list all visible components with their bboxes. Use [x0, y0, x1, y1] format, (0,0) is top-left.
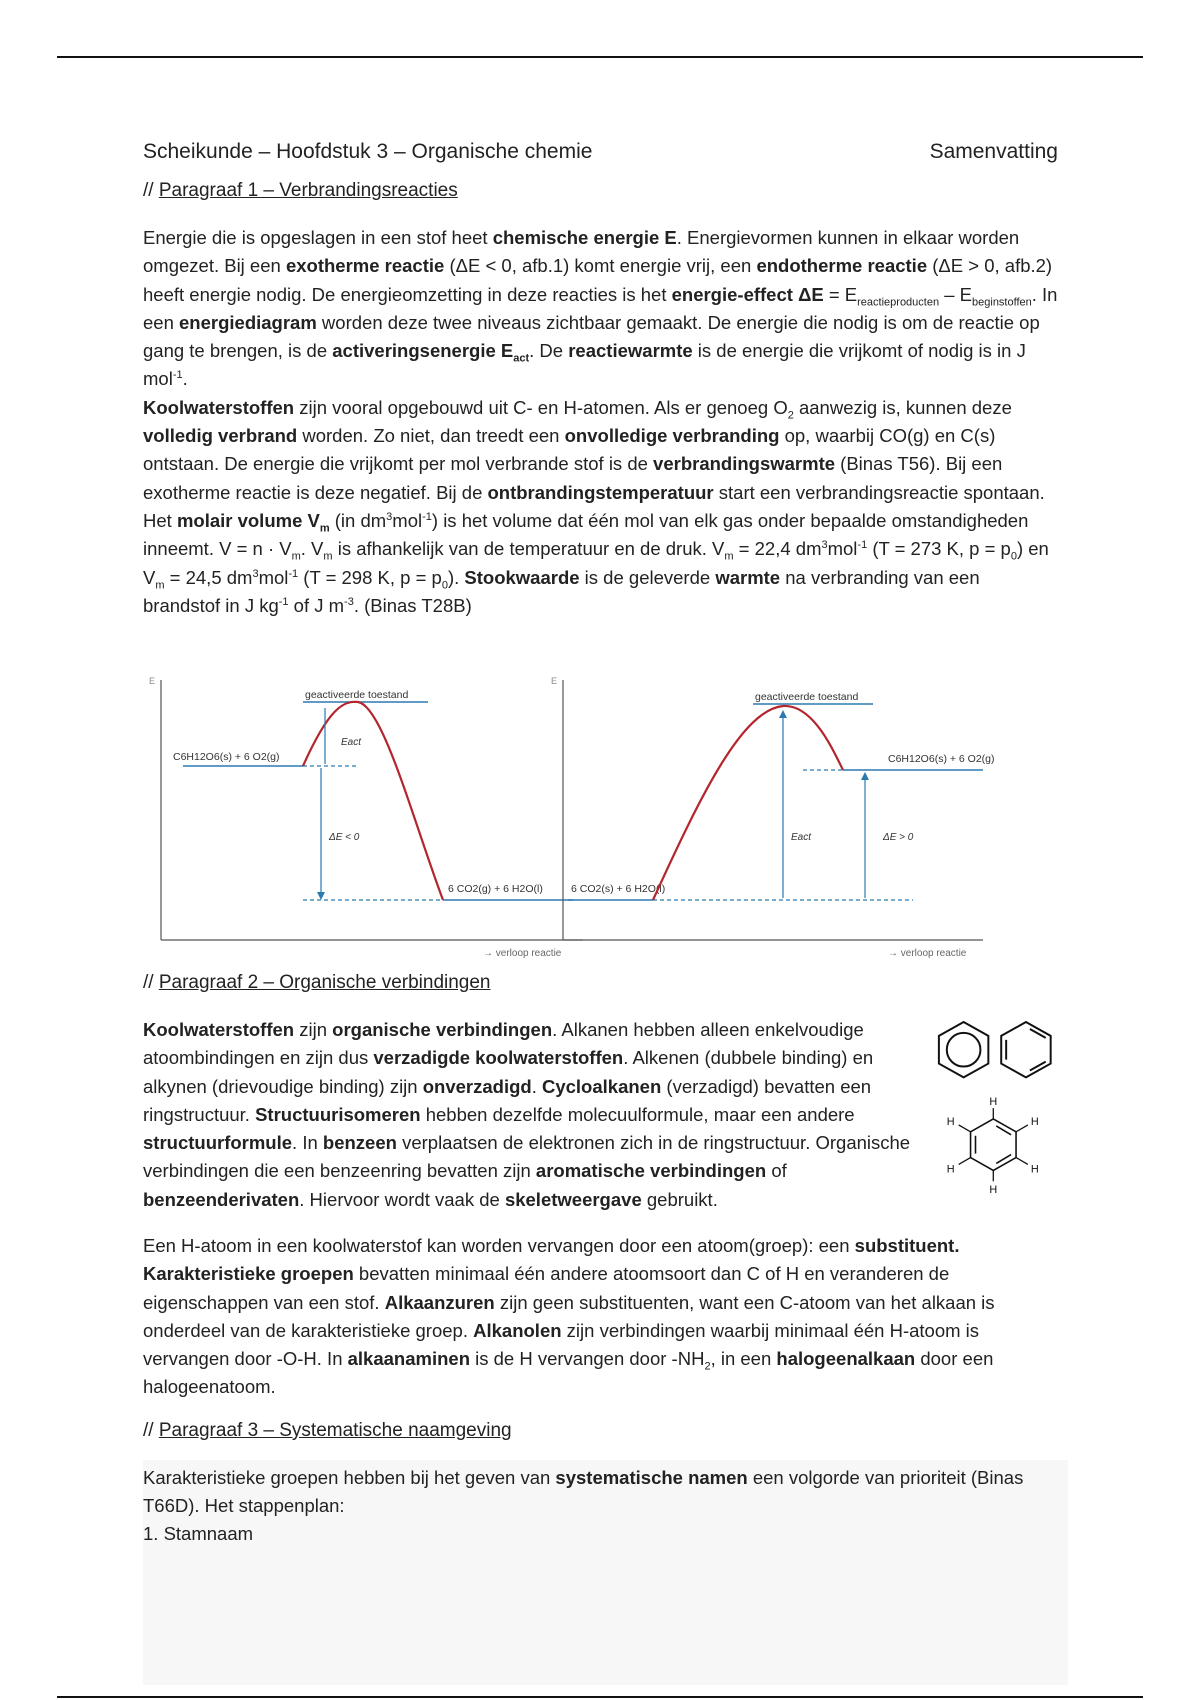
y-axis-label-2: E	[551, 676, 558, 686]
svg-text:H: H	[947, 1115, 956, 1128]
reaction-curve-1	[303, 702, 443, 900]
reaction-curve-2	[653, 706, 843, 900]
svg-text:H: H	[947, 1163, 956, 1176]
x-axis-label-1: → verloop reactie	[483, 948, 562, 959]
s2-block-1	[143, 1016, 1058, 1216]
benzene-ring-icon	[939, 1022, 988, 1077]
s1-paragraph-1: Energie die is opgeslagen in een stof heet chemische energie E. Energievormen kunnen in elkaar worden omgezet. Bij een exotherme reactie (ΔE < 0, afb.1) komt energie vrij, een endotherme reactie (ΔE > 0, afb.2) heeft energie nodig. De energieomzetting in deze reacties is het energie-effect $\Delta E = E_{reactieproducten} - E_{beginstoffen}$. In een energiediagram worden deze twee niveaus zichtbaar gemaakt. De energie die nodig is om de reactie op gang te brengen, is de activeringsenergie $E_{act}$. De reactiewarmte is de energie die vrijkomt of nodig is in J mol$^{-1}$.	[143, 227, 1058, 390]
reactants-label-2: 6 CO2(s) + 6 H2O(l)	[571, 883, 666, 895]
products-label-2: C6H12O6(s) + 6 O2(g)	[888, 753, 995, 765]
reactants-label-1: C6H12O6(s) + 6 O2(g)	[173, 751, 280, 763]
ea-label-2: Eact	[791, 832, 812, 843]
activated-label-2: geactiveerde toestand	[755, 691, 859, 703]
s2-paragraph-2: Een H-atoom in een koolwaterstof kan worden vervangen door een atoom(groep): een substituent. Karakteristieke groepen bevatten minimaal één andere atoomsoort dan C of H en veranderen de eigenschappen van een stof. Alkaanzuren zijn geen substituenten, want een C-atoom van het alkaan is onderdeel van de karakteristieke groep. Alkanolen zijn verbindingen waarbij minimaal één H-atoom is vervangen door -O-H. In alkaanaminen is de H vervangen door $-NH_2$, in een halogeenalkaan door een halogeenatoom.	[143, 1235, 995, 1398]
x-axis-label-2: → verloop reactie	[888, 948, 967, 959]
header-right: Samenvatting	[929, 140, 1058, 163]
svg-text:H: H	[989, 1096, 998, 1109]
exothermic-diagram	[149, 676, 583, 959]
endothermic-diagram	[551, 676, 995, 959]
benzene-kekule-icon	[1002, 1022, 1051, 1077]
benzene-structures	[929, 1016, 1058, 1216]
s2-paragraph-1: Koolwaterstoffen zijn organische verbindingen. Alkanen hebben alleen enkelvoudige atoombindingen en zijn dus verzadigde koolwaterstoffen. Alkenen (dubbele binding) en alkynen (drievoudige binding) zijn onverzadigd. Cycloalkanen (verzadigd) bevatten een ringstructuur. Structuurisomeren hebben dezelfde molecuulformule, maar een andere structuurformule. In benzeen verplaatsen de elektronen zich in de ringstructuur. Organische verbindingen die een benzeenring bevatten zijn aromatische verbindingen of benzeenderivaten. Hiervoor wordt vaak de skeletweergave gebruikt.	[143, 1019, 911, 1210]
delta-e-label-1: ΔE < 0	[329, 832, 360, 843]
s3-list-item-1: 1. Stamnaam	[143, 1523, 254, 1545]
section-2-heading: // Paragraaf 2 – Organische verbindingen	[143, 972, 491, 993]
activated-label-1: geactiveerde toestand	[305, 689, 409, 701]
document-page-2	[143, 972, 1058, 1549]
delta-e-label-2: ΔE > 0	[883, 832, 914, 843]
s1-paragraph-2: Koolwaterstoffen zijn vooral opgebouwd uit C- en H-atomen. Als er genoeg $O_2$ aanwezig is, kunnen deze volledig verbrand worden. Zo niet, dan treedt een onvolledige verbranding op, waarbij CO(g) en C(s) ontstaan. De energie die vrijkomt per mol verbrande stof is de verbrandingswarmte (Binas T56). Bij een exotherme reactie is deze negatief. Bij de ontbrandingstemperatuur start een verbrandingsreactie spontaan.	[143, 396, 1045, 503]
s3-paragraph-1: Karakteristieke groepen hebben bij het geven van systematische namen een volgorde van prioriteit (Binas T66D). Het stappenplan:	[143, 1466, 1024, 1517]
svg-text:H: H	[989, 1184, 998, 1197]
products-label-1: 6 CO2(g) + 6 H2O(l)	[448, 883, 543, 895]
svg-text:H: H	[1031, 1115, 1040, 1128]
ea-label-1: Eact	[341, 737, 362, 748]
svg-text:H: H	[1031, 1163, 1040, 1176]
y-axis-label-1: E	[149, 676, 156, 686]
bottom-rule	[57, 1696, 1143, 1698]
s1-paragraph-3: Het molair volume $V_m$ (in $dm^3mol^{-1}$) is het volume dat één mol van elk gas onder bepaalde omstandigheden inneemt. $V = n \cdot V_m$. $V_m$ is afhankelijk van de temperatuur en de druk. $V_m = 22,4$ $dm^3mol^{-1}$ (T = 273 K, $p = p_0$) en $V_m = 24,5$ $dm^3mol^{-1}$ (T = 298 K, $p = p_0$). Stookwaarde is de geleverde warmte na verbranding van een brandstof in J $kg^{-1}$ of J $m^{-3}$. (Binas T28B)	[143, 509, 1049, 616]
header	[143, 140, 1058, 164]
section-1-heading: // Paragraaf 1 – Verbrandingsreacties	[143, 180, 458, 201]
benzene-full-structure-icon	[947, 1096, 1039, 1196]
document-page	[143, 140, 1058, 620]
section-3-heading: // Paragraaf 3 – Systematische naamgeving	[143, 1419, 512, 1441]
top-rule	[57, 56, 1143, 58]
header-title: Scheikunde – Hoofdstuk 3 – Organische chemie	[143, 140, 593, 163]
energy-diagrams	[143, 670, 1043, 960]
